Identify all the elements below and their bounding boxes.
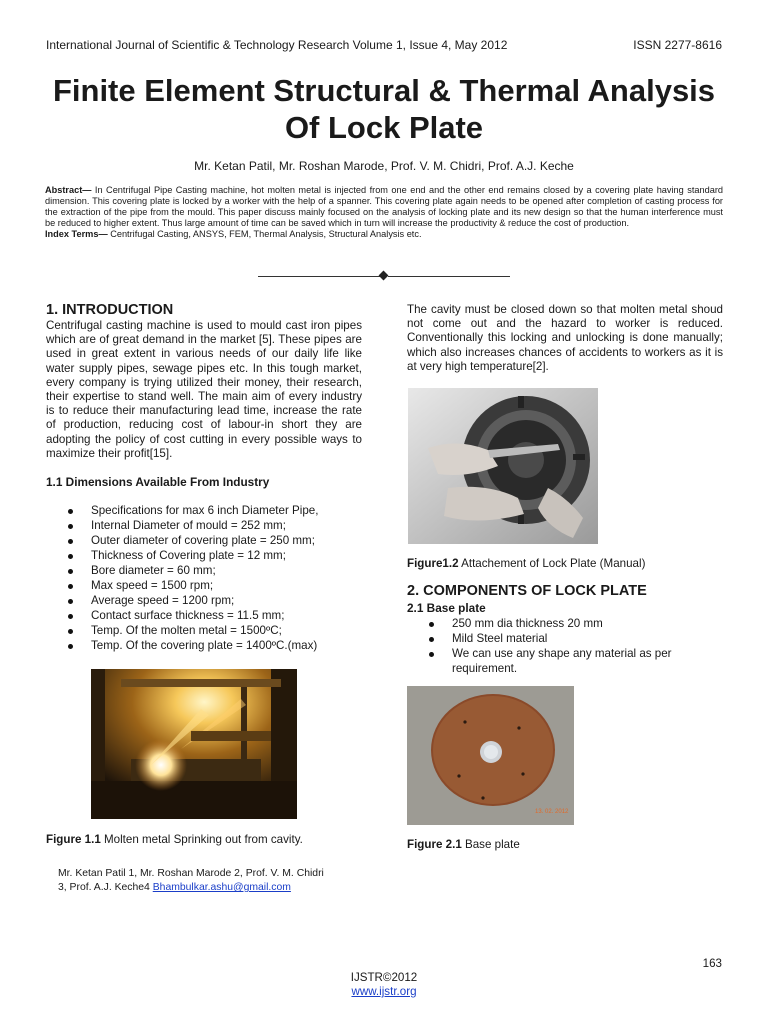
base-plate-item-text: Mild Steel material [452, 632, 548, 645]
spec-item-text: Thickness of Covering plate = 12 mm; [91, 549, 286, 562]
page-number: 163 [702, 957, 722, 970]
spec-item-text: Contact surface thickness = 11.5 mm; [91, 609, 285, 622]
intro-paragraph: Centrifugal casting machine is used to mould cast iron pipes which are of great demand in the market [5]. These pipes are used in great extent in various needs of our daily life like water supply pipes, sewage pipes etc. In this tough market, every company is trying utilized their money, their research, their expertise to stand well. The main aim of every industry is to reduce their manufacturing lead time, increase the rate of production, reducing cost of labour-in short they are adopting the policy of cost cutting in every possible ways to maximize their profit[15]. [46, 319, 362, 460]
figure-2-1-label: Figure 2.1 [407, 838, 462, 851]
base-plate-item [407, 646, 723, 676]
spec-item [46, 548, 366, 563]
spec-item-text: Specifications for max 6 inch Diameter Pipe, [91, 504, 319, 517]
section-divider [258, 270, 510, 282]
title-line-2: Of Lock Plate [284, 110, 484, 145]
paper-title [40, 72, 728, 146]
figure-1-2-image [408, 388, 598, 544]
subsection-2-1-heading: 2.1 Base plate [407, 601, 486, 615]
figure-2-1-caption [407, 838, 520, 851]
footer-site [0, 985, 768, 998]
bullet-icon [68, 584, 73, 589]
footnote-line-2: 3, Prof. A.J. Keche4 [58, 882, 153, 893]
spec-item [46, 608, 366, 623]
bullet-icon [68, 524, 73, 529]
base-plate-item [407, 616, 723, 631]
bullet-icon [68, 554, 73, 559]
section-2-heading: 2. COMPONENTS OF LOCK PLATE [407, 583, 647, 599]
spec-item-text: Bore diameter = 60 mm; [91, 564, 216, 577]
base-plate-item [407, 631, 723, 646]
figure-2-1-text: Base plate [461, 838, 520, 851]
spec-item [46, 518, 366, 533]
figure-1-1-label: Figure 1.1 [46, 833, 101, 846]
bullet-icon [429, 652, 434, 657]
spec-item [46, 563, 366, 578]
footnote-line-1: Mr. Ketan Patil 1, Mr. Roshan Marode 2, Prof. V. M. Chidri [58, 868, 324, 879]
bullet-icon [429, 622, 434, 627]
spec-item-text: Outer diameter of covering plate = 250 mm; [91, 534, 315, 547]
spec-item-text: Average speed = 1200 rpm; [91, 594, 235, 607]
spec-item-text: Internal Diameter of mould = 252 mm; [91, 519, 286, 532]
spec-item [46, 623, 366, 638]
dimensions-list [46, 503, 366, 653]
diamond-icon [379, 271, 389, 281]
bullet-icon [68, 509, 73, 514]
base-plate-item-text: We can use any shape any material as per requirement. [452, 647, 672, 675]
spec-item [46, 503, 366, 518]
base-plate-item-text: 250 mm dia thickness 20 mm [452, 617, 603, 630]
figure-1-2-caption [407, 557, 645, 570]
authors: Mr. Ketan Patil, Mr. Roshan Marode, Prof. V. M. Chidri, Prof. A.J. Keche [194, 159, 574, 173]
footer-copyright: IJSTR©2012 [350, 971, 418, 984]
figure-1-2-label: Figure1.2 [407, 557, 459, 570]
figure-1-2-text: Attachement of Lock Plate (Manual) [458, 557, 646, 570]
photo-date-stamp: 13. 02. 2012 [535, 809, 569, 815]
bullet-icon [429, 637, 434, 642]
abstract [45, 185, 723, 240]
footer-site-link[interactable]: www.ijstr.org [351, 985, 417, 998]
figure-2-1-image [407, 686, 574, 825]
author-footnote [58, 867, 328, 895]
abstract-text: In Centrifugal Pipe Casting machine, hot molten metal is injected from one end and the other end remains closed by a covering plate having standard dimension. This covering plate is locked by a worker with the help of a spanner. This covering plate again needs to be opened after completion of casting process for the extraction of the pipe from the mould. This paper discuss mainly focused on the analysis of locking plate and its new design so that the human interference must be reduced to higher extent. Thus large amount of time can be saved which in turn will increase the productivity & reduce the cost of production. [45, 185, 723, 228]
spec-item-text: Max speed = 1500 rpm; [91, 579, 214, 592]
spec-item [46, 578, 366, 593]
bullet-icon [68, 599, 73, 604]
bullet-icon [68, 614, 73, 619]
spec-item [46, 638, 366, 653]
journal-header: International Journal of Scientific & Technology Research Volume 1, Issue 4, May 2012 [46, 38, 508, 52]
title-line-1: Finite Element Structural & Thermal Analysis [52, 73, 716, 108]
section-1-heading: 1. INTRODUCTION [46, 302, 174, 318]
spec-item [46, 533, 366, 548]
base-plate-list [407, 616, 723, 676]
subsection-1-1-heading: 1.1 Dimensions Available From Industry [46, 475, 270, 489]
figure-1-1-image [91, 669, 297, 819]
bullet-icon [68, 539, 73, 544]
bullet-icon [68, 629, 73, 634]
issn: ISSN 2277-8616 [633, 38, 722, 52]
spec-item [46, 593, 366, 608]
index-terms-label: Index Terms— [45, 229, 108, 239]
abstract-label: Abstract— [45, 185, 92, 195]
figure-1-1-caption [46, 833, 303, 846]
bullet-icon [68, 644, 73, 649]
email-link[interactable]: Bhambulkar.ashu@gmail.com [152, 882, 291, 893]
spec-item-text: Temp. Of the covering plate = 1400ºC.(max) [91, 639, 318, 652]
bullet-icon [68, 569, 73, 574]
figure-1-1-text: Molten metal Sprinking out from cavity. [100, 833, 303, 846]
index-terms-text: Centrifugal Casting, ANSYS, FEM, Thermal Analysis, Structural Analysis etc. [107, 229, 422, 239]
spec-item-text: Temp. Of the molten metal = 1500ºC; [91, 624, 282, 637]
cavity-paragraph: The cavity must be closed down so that molten metal shoud not come out and the hazard to worker is reduced. Conventionally this locking and unlocking is done manually; which also increases chances of accidents to workers as it is at very high temperature[2]. [407, 303, 723, 373]
